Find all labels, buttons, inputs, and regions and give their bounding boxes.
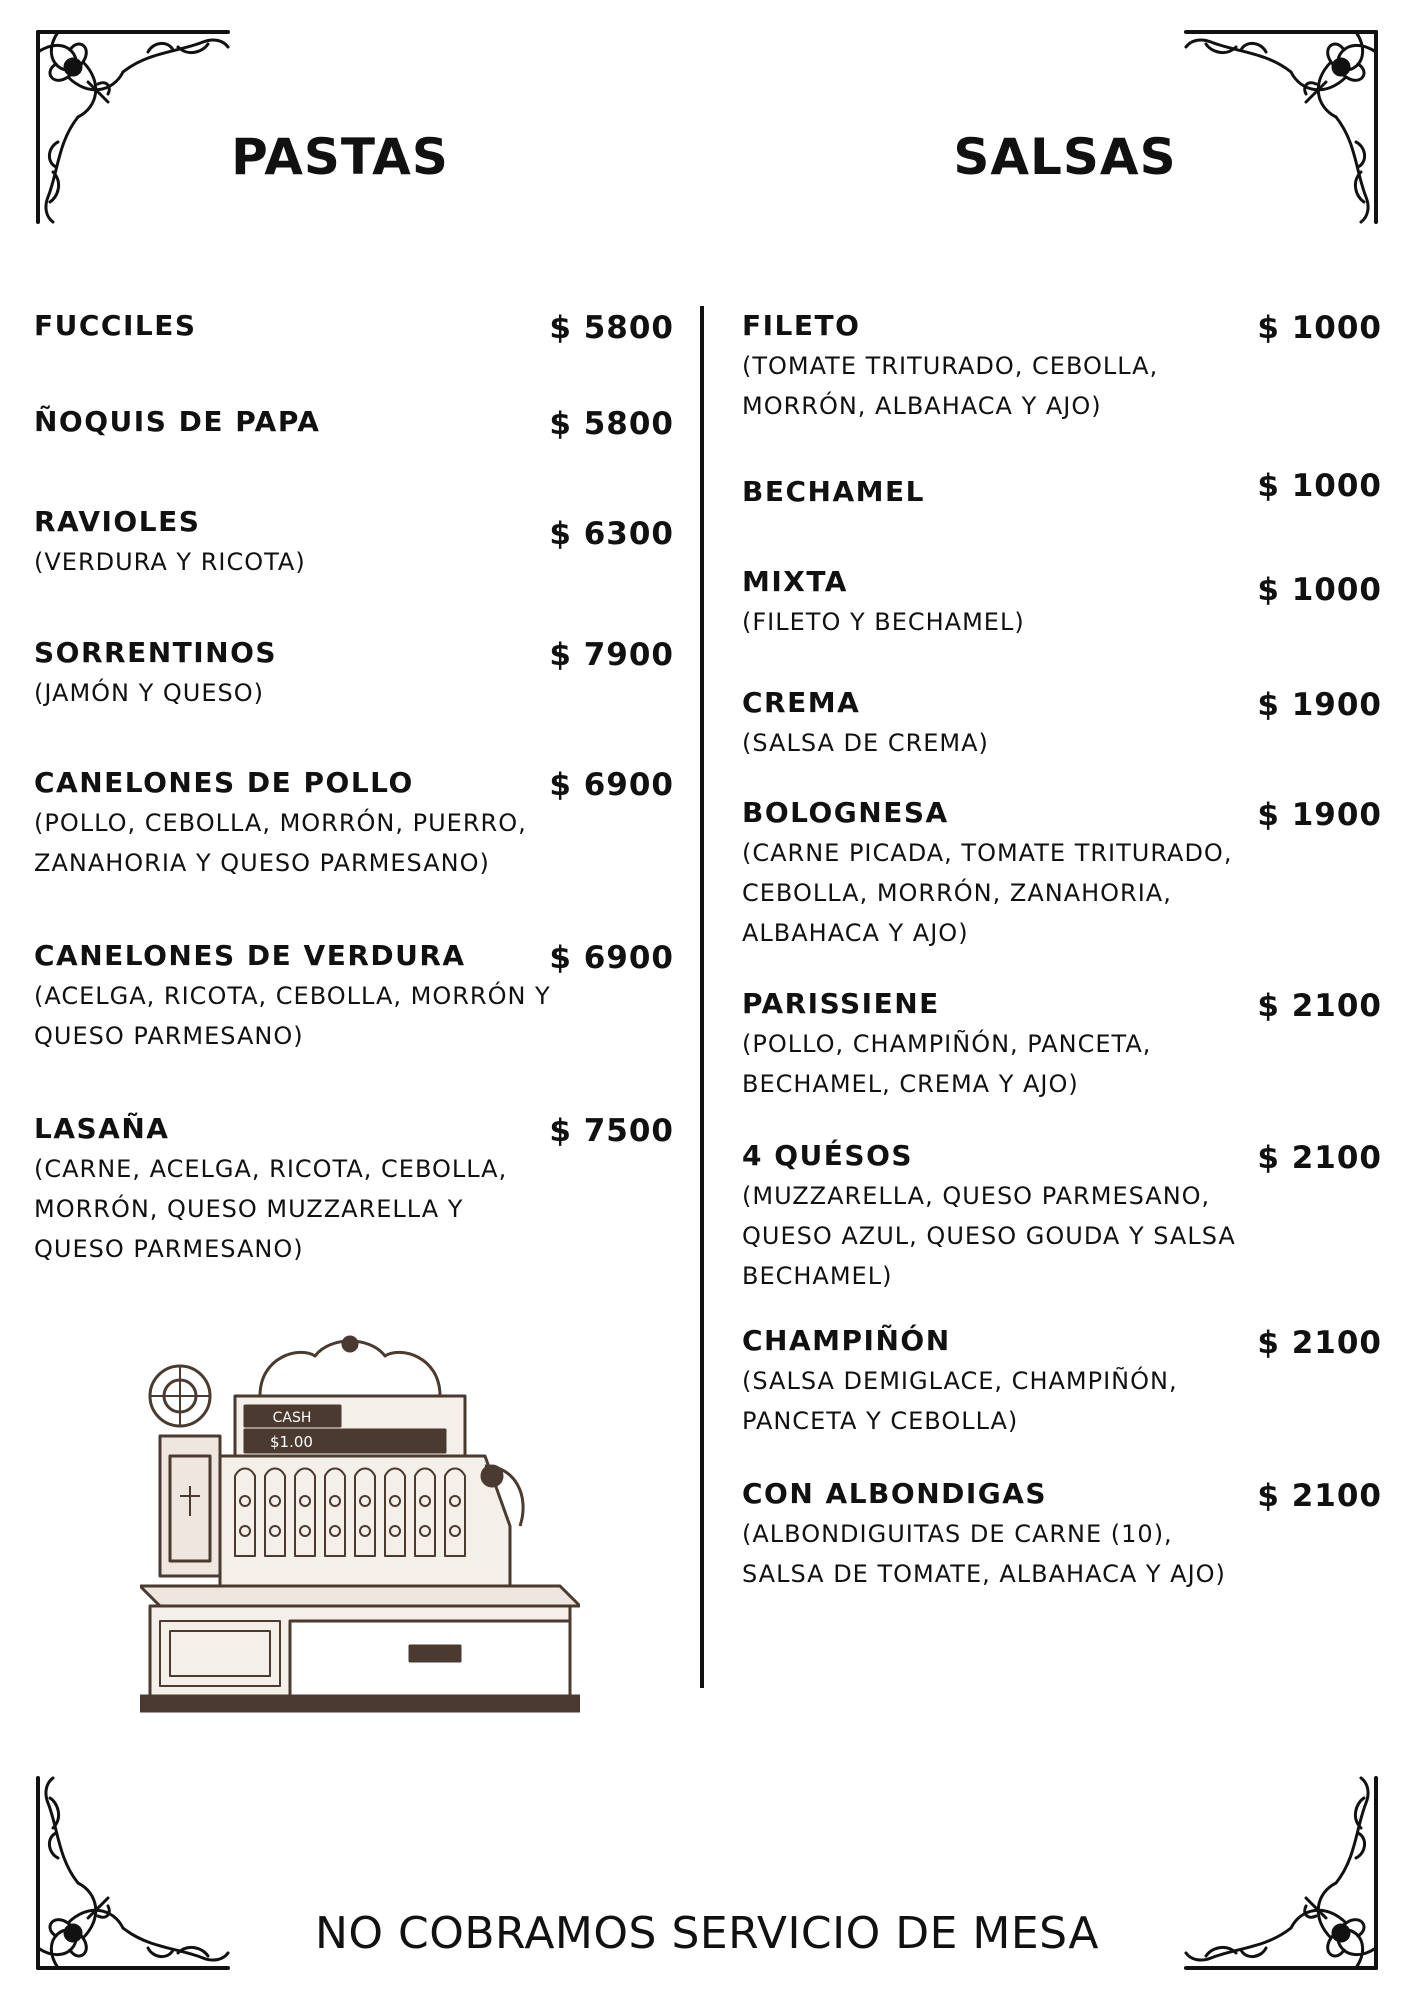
column-divider — [700, 306, 704, 1688]
item-name: BOLOGNESA — [742, 796, 949, 829]
item-price: $ 2100 — [1257, 1140, 1382, 1176]
item-price: $ 5800 — [549, 310, 674, 346]
item-name: 4 QUÉSOS — [742, 1139, 914, 1172]
item-name: BECHAMEL — [742, 475, 925, 508]
item-description: (POLLO, CEBOLLA, MORRÓN, PUERRO, ZANAHORIA Y QUESO PARMESANO) — [34, 809, 527, 877]
item-description: (ACELGA, RICOTA, CEBOLLA, MORRÓN Y QUESO PARMESANO) — [34, 982, 551, 1050]
item-name: LASAÑA — [34, 1112, 170, 1145]
menu-item-fucciles — [34, 306, 674, 346]
item-price: $ 1000 — [1257, 310, 1382, 346]
menu-item-canelones-de-verdura — [34, 936, 674, 1056]
item-description: (CARNE PICADA, TOMATE TRITURADO, CEBOLLA, MORRÓN, ZANAHORIA, ALBAHACA Y AJO) — [742, 839, 1233, 947]
menu-item-canelones-de-pollo — [34, 763, 674, 883]
item-name: CON ALBONDIGAS — [742, 1477, 1048, 1510]
item-price: $ 6300 — [549, 516, 674, 552]
item-description: (POLLO, CHAMPIÑÓN, PANCETA, BECHAMEL, CREMA Y AJO) — [742, 1030, 1152, 1098]
item-description: (CARNE, ACELGA, RICOTA, CEBOLLA, MORRÓN, QUESO MUZZARELLA Y QUESO PARMESANO) — [34, 1155, 508, 1263]
item-description: (MUZZARELLA, QUESO PARMESANO, QUESO AZUL, QUESO GOUDA Y SALSA BECHAMEL) — [742, 1182, 1236, 1290]
item-name: SORRENTINOS — [34, 636, 278, 669]
item-price: $ 7900 — [549, 637, 674, 673]
item-price: $ 2100 — [1257, 988, 1382, 1024]
item-name: ÑOQUIS DE PAPA — [34, 405, 321, 438]
item-price: $ 1000 — [1257, 572, 1382, 608]
item-price: $ 2100 — [1257, 1478, 1382, 1514]
menu-item-crema — [742, 683, 1382, 763]
menu-item-lasana — [34, 1109, 674, 1269]
ornament-corner-top-left — [28, 22, 238, 232]
item-name: MIXTA — [742, 565, 848, 598]
item-description: (SALSA DE CREMA) — [742, 729, 989, 757]
item-description: (JAMÓN Y QUESO) — [34, 679, 265, 707]
menu-item-sorrentinos — [34, 633, 674, 713]
item-price: $ 1900 — [1257, 687, 1382, 723]
menu-item-champinon — [742, 1321, 1382, 1441]
item-name: FILETO — [742, 309, 861, 342]
item-name: RAVIOLES — [34, 505, 201, 538]
pastas-heading: PASTAS — [231, 128, 449, 186]
item-description: (ALBONDIGUITAS DE CARNE (10), SALSA DE TOMATE, ALBAHACA Y AJO) — [742, 1520, 1226, 1588]
item-description: (FILETO Y BECHAMEL) — [742, 608, 1025, 636]
menu-item-bechamel — [742, 468, 1382, 512]
ornament-corner-top-right — [1176, 22, 1386, 232]
item-name: PARISSIENE — [742, 987, 940, 1020]
item-name: FUCCILES — [34, 309, 197, 342]
menu-item-fileto — [742, 306, 1382, 426]
menu-item-noquis-de-papa — [34, 402, 674, 442]
menu-item-bolognesa — [742, 793, 1382, 953]
menu-item-con-albondigas — [742, 1474, 1382, 1594]
item-price: $ 7500 — [549, 1113, 674, 1149]
register-amount-label: $1.00 — [270, 1433, 313, 1451]
item-name: CANELONES DE POLLO — [34, 766, 414, 799]
item-price: $ 2100 — [1257, 1325, 1382, 1361]
menu-item-ravioles — [34, 502, 674, 582]
item-price: $ 6900 — [549, 940, 674, 976]
item-description: (SALSA DEMIGLACE, CHAMPIÑÓN, PANCETA Y CEBOLLA) — [742, 1367, 1178, 1435]
item-name: CREMA — [742, 686, 861, 719]
menu-item-parissiene — [742, 984, 1382, 1104]
register-cash-label: CASH — [272, 1410, 312, 1426]
item-price: $ 1900 — [1257, 797, 1382, 833]
item-price: $ 6900 — [549, 767, 674, 803]
salsas-heading: SALSAS — [953, 128, 1177, 186]
item-name: CHAMPIÑÓN — [742, 1324, 951, 1357]
item-price: $ 5800 — [549, 406, 674, 442]
item-price: $ 1000 — [1257, 468, 1382, 504]
item-description: (VERDURA Y RICOTA) — [34, 548, 306, 576]
menu-item-mixta — [742, 562, 1382, 642]
item-description: (TOMATE TRITURADO, CEBOLLA, MORRÓN, ALBAHACA Y AJO) — [742, 352, 1159, 420]
footer-note: NO COBRAMOS SERVICIO DE MESA — [314, 1908, 1100, 1959]
item-name: CANELONES DE VERDURA — [34, 939, 466, 972]
cash-register-illustration — [140, 1326, 580, 1716]
menu-item-4-quesos — [742, 1136, 1382, 1296]
